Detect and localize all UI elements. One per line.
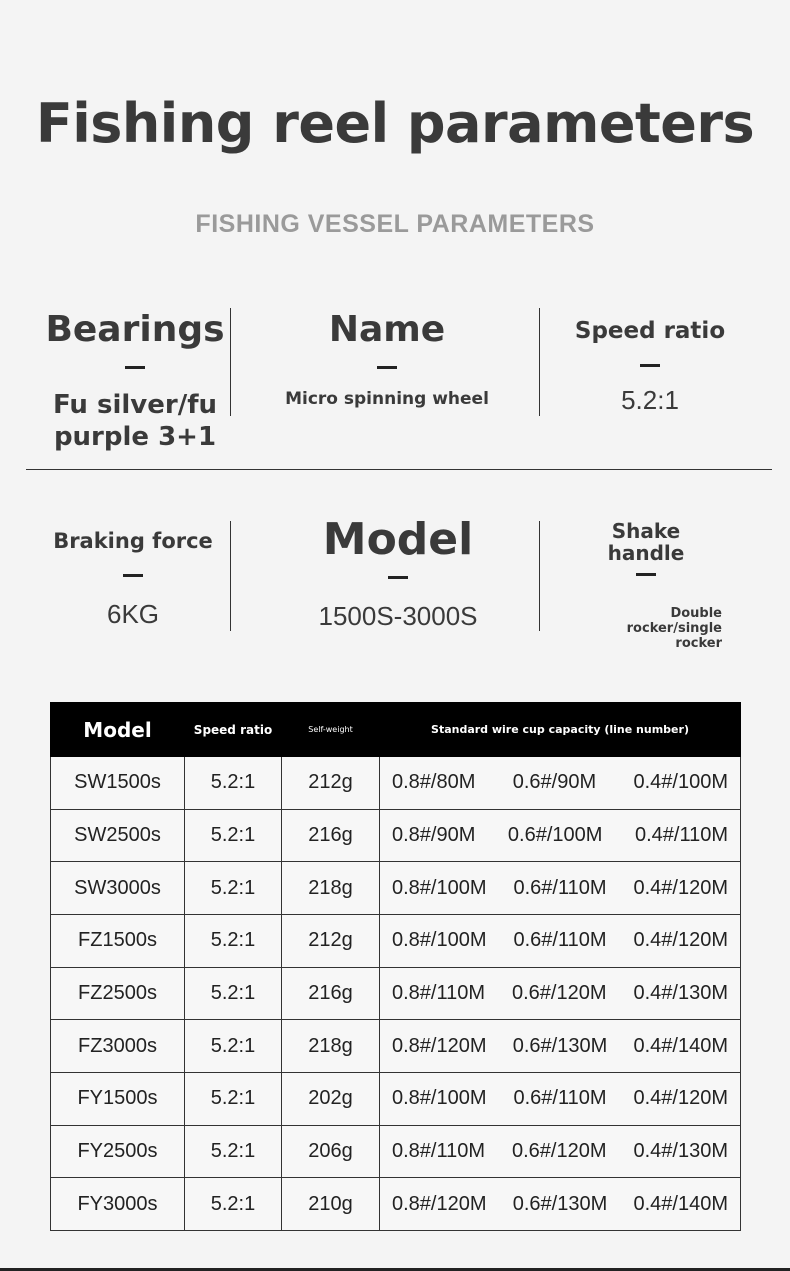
speed-ratio-cell: 5.2:1 xyxy=(185,1125,282,1178)
spec-table xyxy=(50,702,741,1231)
capacity-value: 0.6#/110M xyxy=(513,876,607,899)
capacity-value: 0.4#/140M xyxy=(633,1192,728,1215)
table-row xyxy=(51,1020,741,1073)
capacity-cell xyxy=(380,967,741,1020)
model-cell: SW2500s xyxy=(51,809,185,862)
page-subtitle: FISHING VESSEL PARAMETERS xyxy=(195,210,595,238)
param-label: Name xyxy=(328,309,446,350)
capacity-cell xyxy=(380,1072,741,1125)
param-label: Shake handle xyxy=(607,519,685,565)
speed-ratio-cell: 5.2:1 xyxy=(185,1178,282,1231)
table-row xyxy=(51,757,741,810)
dash-divider xyxy=(125,366,145,369)
param-value: 1500S-3000S xyxy=(318,601,478,631)
capacity-cell xyxy=(380,1125,741,1178)
speed-ratio-cell: 5.2:1 xyxy=(185,1072,282,1125)
weight-cell: 210g xyxy=(282,1178,380,1231)
table-row xyxy=(51,809,741,862)
dash-divider xyxy=(388,576,408,579)
capacity-cell xyxy=(380,1178,741,1231)
weight-cell: 218g xyxy=(282,862,380,915)
weight-cell: 216g xyxy=(282,809,380,862)
capacity-value: 0.6#/130M xyxy=(512,1192,608,1215)
weight-cell: 212g xyxy=(282,914,380,967)
weight-cell: 202g xyxy=(282,1072,380,1125)
capacity-value: 0.8#/110M xyxy=(392,1139,486,1162)
capacity-value: 0.8#/100M xyxy=(392,1087,487,1110)
capacity-value: 0.6#/100M xyxy=(507,823,603,846)
model-cell: FY1500s xyxy=(51,1072,185,1125)
param-name xyxy=(280,309,494,409)
capacity-value: 0.4#/110M xyxy=(634,823,728,846)
model-cell: FZ2500s xyxy=(51,967,185,1020)
capacity-value: 0.6#/90M xyxy=(512,771,597,794)
model-cell: SW3000s xyxy=(51,862,185,915)
capacity-cell xyxy=(380,862,741,915)
table-row xyxy=(51,967,741,1020)
param-bearings xyxy=(30,309,240,453)
table-header-row xyxy=(51,703,741,757)
capacity-value: 0.8#/110M xyxy=(392,981,486,1004)
model-cell: FZ1500s xyxy=(51,914,185,967)
capacity-value: 0.4#/140M xyxy=(633,1034,728,1057)
speed-ratio-cell: 5.2:1 xyxy=(185,862,282,915)
capacity-value: 0.6#/110M xyxy=(513,929,607,952)
header-capacity: Standard wire cup capacity (line number) xyxy=(380,703,741,757)
table-row xyxy=(51,1178,741,1231)
capacity-value: 0.4#/120M xyxy=(633,1087,728,1110)
header-self-weight: Self-weight xyxy=(282,703,380,757)
param-shake-handle xyxy=(570,520,722,651)
dash-divider xyxy=(377,366,397,369)
capacity-value: 0.4#/100M xyxy=(633,771,728,794)
capacity-value: 0.4#/120M xyxy=(633,876,728,899)
param-label: Model xyxy=(322,514,474,565)
capacity-value: 0.6#/120M xyxy=(512,981,607,1004)
header-model: Model xyxy=(51,703,185,757)
table-row xyxy=(51,1072,741,1125)
capacity-value: 0.8#/100M xyxy=(392,929,487,952)
capacity-value: 0.4#/120M xyxy=(633,929,728,952)
weight-cell: 206g xyxy=(282,1125,380,1178)
model-cell: FY3000s xyxy=(51,1178,185,1231)
table-row xyxy=(51,862,741,915)
param-speed-ratio xyxy=(540,320,760,416)
param-value: 5.2:1 xyxy=(621,385,679,415)
param-braking-force xyxy=(30,531,236,630)
capacity-value: 0.4#/130M xyxy=(633,1139,728,1162)
dash-divider xyxy=(636,573,656,576)
capacity-value: 0.8#/90M xyxy=(392,823,476,846)
capacity-cell xyxy=(380,809,741,862)
param-label: Speed ratio xyxy=(574,318,726,344)
capacity-value: 0.8#/80M xyxy=(392,771,476,794)
divider xyxy=(539,521,540,631)
param-model xyxy=(288,514,508,632)
speed-ratio-cell: 5.2:1 xyxy=(185,967,282,1020)
param-value: 6KG xyxy=(106,599,160,629)
capacity-cell xyxy=(380,1020,741,1073)
speed-ratio-cell: 5.2:1 xyxy=(185,1020,282,1073)
table-row xyxy=(51,1125,741,1178)
page-title: Fishing reel parameters xyxy=(35,92,755,155)
param-value: Fu silver/fu purple 3+1 xyxy=(52,390,218,452)
capacity-value: 0.4#/130M xyxy=(633,981,728,1004)
capacity-value: 0.6#/110M xyxy=(513,1087,607,1110)
capacity-cell xyxy=(380,757,741,810)
param-value: Micro spinning wheel xyxy=(285,389,489,409)
model-cell: SW1500s xyxy=(51,757,185,810)
param-label: Braking force xyxy=(53,529,213,553)
speed-ratio-cell: 5.2:1 xyxy=(185,809,282,862)
model-cell: FZ3000s xyxy=(51,1020,185,1073)
dash-divider xyxy=(640,364,660,367)
weight-cell: 212g xyxy=(282,757,380,810)
speed-ratio-cell: 5.2:1 xyxy=(185,914,282,967)
capacity-cell xyxy=(380,914,741,967)
weight-cell: 216g xyxy=(282,967,380,1020)
capacity-value: 0.6#/120M xyxy=(512,1139,607,1162)
param-label: Bearings xyxy=(45,309,225,350)
table-row xyxy=(51,914,741,967)
capacity-value: 0.8#/100M xyxy=(392,876,487,899)
weight-cell: 218g xyxy=(282,1020,380,1073)
section-divider xyxy=(26,469,772,470)
capacity-value: 0.8#/120M xyxy=(392,1034,487,1057)
speed-ratio-cell: 5.2:1 xyxy=(185,757,282,810)
capacity-value: 0.6#/130M xyxy=(512,1034,608,1057)
param-value: Double rocker/single rocker xyxy=(626,606,722,651)
model-cell: FY2500s xyxy=(51,1125,185,1178)
dash-divider xyxy=(123,574,143,577)
header-speed-ratio: Speed ratio xyxy=(185,703,282,757)
capacity-value: 0.8#/120M xyxy=(392,1192,487,1215)
